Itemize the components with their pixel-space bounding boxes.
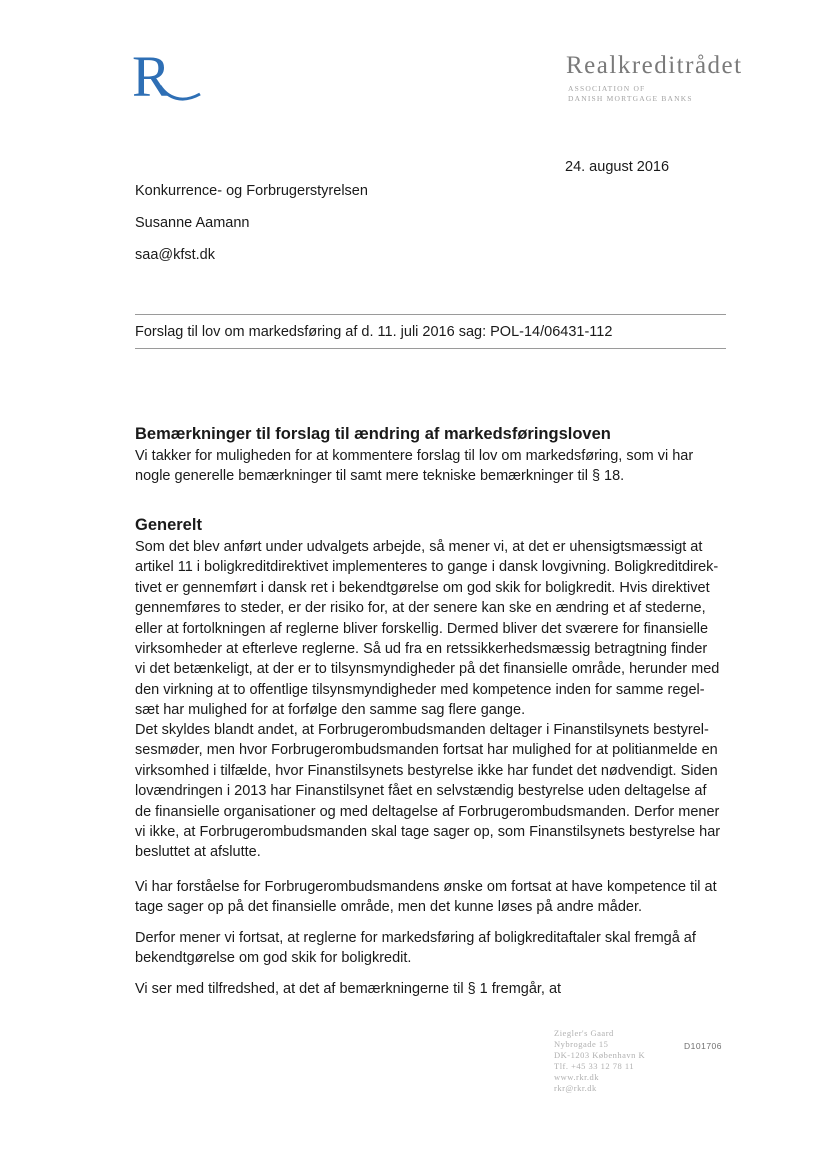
- document-id: D101706: [684, 1041, 723, 1051]
- paragraph-line: lovændringen i 2013 har Finanstilsynet fået en selvstændig bestyrelse uden deltagelse af: [135, 783, 707, 800]
- paragraph-line: Derfor mener vi fortsat, at reglerne for markedsføring af boligkreditaftaler skal fremgå af: [135, 930, 696, 946]
- organisation-subtitle: [568, 84, 693, 104]
- footer-address-line: DK-1203 København K: [554, 1050, 646, 1060]
- organisation-subtitle-line: ASSOCIATION OF: [568, 84, 646, 93]
- section-heading: Generelt: [135, 516, 202, 534]
- subject-rule-bottom: [135, 348, 726, 349]
- paragraph-5: [135, 979, 735, 999]
- letter-date: 24. august 2016: [565, 159, 670, 175]
- paragraph-1: [135, 537, 735, 721]
- paragraph-line: Vi har forståelse for Forbrugerombudsmandens ønske om fortsat at have kompetence til at: [135, 879, 717, 895]
- footer-address: [554, 1028, 645, 1094]
- paragraph-line: Vi takker for muligheden for at kommentere forslag til lov om markedsføring, som vi har: [135, 448, 694, 464]
- intro-paragraph: [135, 446, 735, 487]
- document-heading: Bemærkninger til forslag til ændring af markedsføringsloven: [135, 425, 611, 443]
- paragraph-line: tivet er gennemført i dansk ret i bekendtgørelse om god skik for boligkredit. Hvis direktivet: [135, 579, 710, 596]
- footer-address-line: Nybrogade 15: [554, 1039, 609, 1049]
- organisation-name: Realkreditrådet: [566, 52, 743, 79]
- paragraph-line: Vi ser med tilfredshed, at det af bemærkningerne til § 1 fremgår, at: [135, 981, 562, 997]
- paragraph-line: de finansielle organisationer og med deltagelse af Forbrugerombudsmanden. Derfor mener: [135, 803, 720, 820]
- recipient-name: Susanne Aamann: [135, 215, 250, 231]
- organisation-subtitle-line: DANISH MORTGAGE BANKS: [568, 94, 693, 103]
- recipient-organisation: Konkurrence- og Forbrugerstyrelsen: [135, 183, 368, 199]
- paragraph-line: gennemføres to steder, er der risiko for, at der senere kan ske en ændring et af stederne,: [135, 600, 706, 617]
- paragraph-line: virksomheder at efterleve reglerne. Så ud fra en retssikkerhedsmæssig betragtning finder: [135, 641, 708, 658]
- paragraph-line: Det skyldes blandt andet, at Forbrugerombudsmanden deltager i Finanstilsynets bestyrel-: [135, 722, 709, 738]
- logo-letter: R: [132, 46, 171, 104]
- paragraph-line: tage sager op på det finansielle område, men det kunne løses på andre måder.: [135, 899, 643, 916]
- paragraph-2: [135, 720, 735, 863]
- paragraph-line: besluttet at afslutte.: [135, 844, 261, 861]
- paragraph-3: [135, 877, 735, 918]
- paragraph-line: bekendtgørelse om god skik for boligkredit.: [135, 950, 412, 967]
- paragraph-4: [135, 928, 735, 969]
- paragraph-line: artikel 11 i boligkreditdirektivet implementeres to gange i dansk lovgivning. Boligkreditdirek-: [135, 559, 719, 576]
- paragraph-line: Som det blev anført under udvalgets arbejde, så mener vi, at det er uhensigtsmæssigt at: [135, 539, 703, 555]
- paragraph-line: sæt har mulighed for at forfølge den samme sag flere gange.: [135, 702, 526, 719]
- subject-line: Forslag til lov om markedsføring af d. 11. juli 2016 sag: POL-14/06431-112: [135, 324, 613, 340]
- recipient-email: saa@kfst.dk: [135, 247, 215, 263]
- footer-address-line: Ziegler's Gaard: [554, 1028, 614, 1038]
- paragraph-line: sesmøder, men hvor Forbrugerombudsmanden fortsat har mulighed for at politianmelde en: [135, 742, 718, 759]
- paragraph-line: virksomhed i tilfælde, hvor Finanstilsynets bestyrelse ikke har fundet det nødvendigt. Siden: [135, 762, 718, 779]
- paragraph-line: nogle generelle bemærkninger til samt mere tekniske bemærkninger til § 18.: [135, 468, 625, 485]
- footer-address-line: www.rkr.dk: [554, 1072, 600, 1082]
- subject-rule-top: [135, 314, 726, 315]
- paragraph-line: vi ikke, at Forbrugerombudsmanden skal tage sager op, som Finanstilsynets bestyrelse har: [135, 824, 721, 841]
- paragraph-line: eller at fortolkningen af reglerne bliver forskellig. Dermed bliver det sværere for finansielle: [135, 620, 709, 637]
- paragraph-line: vi det betænkeligt, at der er to tilsynsmyndigheder på det finansielle område, herunder med: [135, 661, 720, 678]
- realkreditraadet-logo: [132, 46, 204, 104]
- paragraph-line: den virkning at to offentlige tilsynsmyndigheder med kompetence inden for samme regel-: [135, 681, 705, 698]
- footer-address-line: Tlf. +45 33 12 78 11: [554, 1061, 635, 1071]
- footer-address-line: rkr@rkr.dk: [554, 1083, 597, 1093]
